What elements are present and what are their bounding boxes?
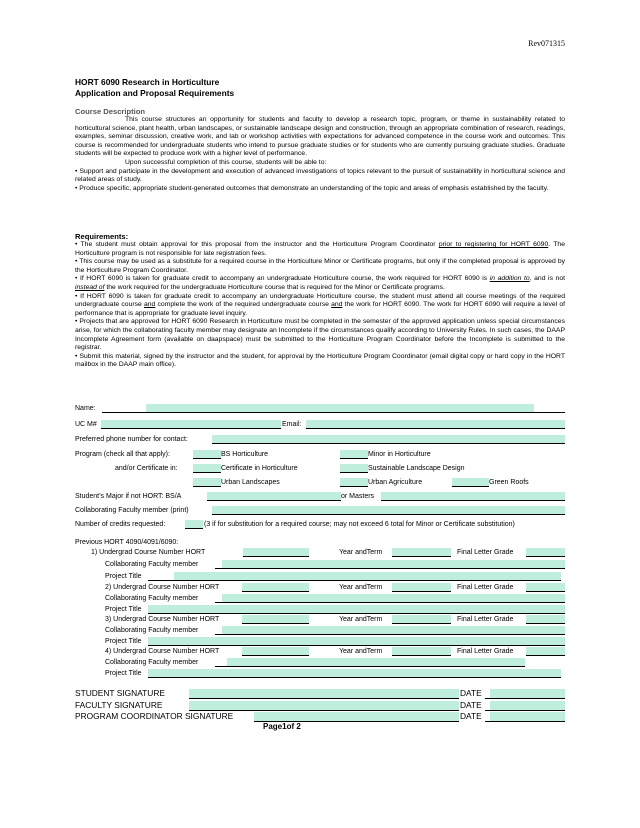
course-2-grade-field[interactable] [526,583,565,592]
bs-hort-label: BS Horticulture [221,451,269,458]
faculty-date-field[interactable] [490,701,565,711]
course-4-grade-field[interactable] [526,647,565,656]
sust-design-checkbox[interactable] [340,464,368,473]
requirements-text [75,241,565,370]
course-3-project-label: Project Title [105,638,142,645]
email-field[interactable] [306,420,565,429]
previous-label: Previous HORT 4090/4091/6090: [75,539,179,546]
course-2-yearterm-field[interactable] [392,583,451,592]
faculty-signature-field[interactable] [189,701,459,711]
course-2-yearterm-label: Year andTerm [339,584,383,591]
credits-label: Number of credits requested: [75,521,166,528]
cert-hort-checkbox[interactable] [193,464,221,473]
course-1-faculty-field[interactable] [222,560,565,569]
course-2-faculty-field[interactable] [222,594,565,603]
course-1-project-field[interactable] [174,572,561,581]
course-4-faculty-label: Collaborating Faculty member [105,659,199,666]
document-title: HORT 6090 Research in Horticulture [75,77,220,87]
course-2-number-field[interactable] [242,583,309,592]
course-2-project-field[interactable] [148,605,565,614]
coordinator-date-field[interactable] [490,712,565,722]
course-3-yearterm-label: Year andTerm [339,616,383,623]
ucm-field[interactable] [101,420,281,429]
requirements-heading: Requirements: [75,232,129,241]
course-4-faculty-field[interactable] [227,658,525,667]
course-3-yearterm-field[interactable] [392,615,451,624]
course-2-grade-label: Final Letter Grade [457,584,514,591]
course-description-paragraph: This course structures an opportunity for students and faculty to develop a research topic, program, or theme in sustainability related to horticultural science, plant health, urban landscapes, or sustainable landscape design and construction, through an appropriate combination of research, readings, examples, seminar discussion, creative work, and lab or workshop activities with expectations for advanced competence in the course work and outcomes. This course is recommended for undergraduate students who intend to pursue graduate studies or for students who are currently pursuing graduate studies. Graduate students will be expected to produce work with a higher level of performance. [75,116,565,158]
coordinator-date-label: DATE [460,711,482,721]
coordinator-signature-label: PROGRAM COORDINATOR SIGNATURE [75,711,234,721]
student-signature-label: STUDENT SIGNATURE [75,688,165,698]
outcome-bullet-1: • Support and participate in the development and execution of advanced investigations of topics relevant to the pursuit of sustainability in horticultural science and related areas of study. [75,167,565,184]
certificate-label: and/or Certificate in: [115,465,178,472]
student-signature-field[interactable] [189,689,459,699]
course-3-faculty-field[interactable] [222,626,565,635]
course-2-faculty-label: Collaborating Faculty member [105,595,199,602]
course-1-grade-field[interactable] [526,548,565,557]
cert-hort-label: Certificate in Horticulture [221,465,298,472]
phone-field[interactable] [212,435,565,444]
course-4-label: 4) Undergrad Course Number HORT [105,648,220,655]
student-date-label: DATE [460,688,482,698]
course-description-heading: Course Description [75,107,146,116]
credits-note: (3 if for substitution for a required course; may not exceed 6 total for Minor or Certificate substitution) [204,521,515,528]
urban-land-checkbox[interactable] [193,478,221,487]
course-3-grade-field[interactable] [526,615,565,624]
document-subtitle: Application and Proposal Requirements [75,88,235,98]
student-date-field[interactable] [490,689,565,699]
course-3-label: 3) Undergrad Course Number HORT [105,616,220,623]
phone-label: Preferred phone number for contact: [75,436,188,443]
requirement-3: • If HORT 6090 is taken for graduate credit to accompany an undergraduate Horticulture course, the work required for HORT 6090 is in addition to, and is not instead of the work required for the undergraduate Horticulture course that is required for the Minor or Certificate programs. [75,275,565,291]
name-label: Name: [75,405,96,412]
course-1-number-field[interactable] [243,548,309,557]
course-description-text [75,116,565,193]
green-roofs-label: Green Roofs [489,479,529,486]
requirement-1: • The student must obtain approval for this proposal from the instructor and the Horticulture Program Coordinator prior to registering for HORT 6090. The Horticulture program is not responsible for late registration fees. [75,241,565,257]
email-label: Email: [282,421,302,428]
course-4-number-field[interactable] [242,647,309,656]
masters-label: or Masters [341,493,375,500]
coordinator-signature-field[interactable] [254,712,459,722]
urban-land-label: Urban Landscapes [221,479,280,486]
faculty-date-label: DATE [460,700,482,710]
course-4-grade-label: Final Letter Grade [457,648,514,655]
course-1-grade-label: Final Letter Grade [457,549,514,556]
course-1-project-label: Project Title [105,573,142,580]
requirement-2: • This course may be used as a substitute for a required course in the Horticulture Minor or Certificate programs, but only if the completed proposal is approved by the Horticulture Program Coordinator. [75,258,565,274]
masters-field[interactable] [381,492,565,501]
bs-hort-checkbox[interactable] [193,450,221,459]
collab-print-label: Collaborating Faculty member (print) [75,507,189,514]
faculty-signature-label: FACULTY SIGNATURE [75,700,163,710]
green-roofs-checkbox[interactable] [452,478,489,487]
program-label: Program (check all that apply): [75,451,170,458]
page-number: Page1of 2 [263,722,301,731]
course-4-yearterm-label: Year andTerm [339,648,383,655]
ucm-label: UC M# [75,421,97,428]
major-field[interactable] [207,492,341,501]
name-field[interactable] [146,404,534,413]
outcome-bullet-2: • Produce specific, appropriate student-generated outcomes that demonstrate an understanding of the topic and areas of emphasis established by the faculty. [75,184,549,192]
course-3-faculty-label: Collaborating Faculty member [105,627,199,634]
collab-print-field[interactable] [212,506,565,515]
urban-ag-checkbox[interactable] [340,478,368,487]
course-3-grade-label: Final Letter Grade [457,616,514,623]
minor-hort-label: Minor in Horticulture [368,451,431,458]
course-1-yearterm-label: Year andTerm [339,549,383,556]
course-4-project-label: Project Title [105,670,142,677]
course-4-project-field[interactable] [148,669,561,678]
requirement-4: • If HORT 6090 is taken for graduate credit to accompany an undergraduate Horticulture course, the student must attend all course meetings of the required undergraduate course and complete the work of the required undergraduate course and the work for HORT 6090. The work for HORT 6090 will require a level of performance that is appropriate for graduate level inquiry. [75,292,565,317]
course-3-number-field[interactable] [242,615,309,624]
revision-code: Rev071315 [528,39,565,48]
course-1-yearterm-field[interactable] [392,548,451,557]
course-2-project-label: Project Title [105,606,142,613]
major-label: Student’s Major if not HORT: BS/A [75,493,182,500]
requirement-6: • Submit this material, signed by the instructor and the student, for approval by the Horticulture Program Coordinator (email digital copy or hard copy in the HORT mailbox in the DAAP main office). [75,352,565,369]
sust-design-label: Sustainable Landscape Design [368,465,465,472]
course-1-faculty-label: Collaborating Faculty member [105,561,199,568]
requirement-5: • Projects that are approved for HORT 6090 Research in Horticulture must be completed in the semester of the approved application unless special circumstances arise, for which the collaborating faculty member may designate an Incomplete if the circumstances qualify according to University Rules. In such cases, the DAAP Incomplete Agreement form (available on daapspace) must be submitted to the Horticulture Program Coordinator before the Incomplete is submitted to the registrar. [75,318,565,352]
course-1-label: 1) Undergrad Course Number HORT [91,549,206,556]
course-2-label: 2) Undergrad Course Number HORT [105,584,220,591]
course-4-yearterm-field[interactable] [392,647,451,656]
urban-ag-label: Urban Agriculture [368,479,423,486]
course-3-project-field[interactable] [148,637,565,646]
outcomes-intro: Upon successful completion of this course, students will be able to: [125,158,327,166]
minor-hort-checkbox[interactable] [340,450,368,459]
